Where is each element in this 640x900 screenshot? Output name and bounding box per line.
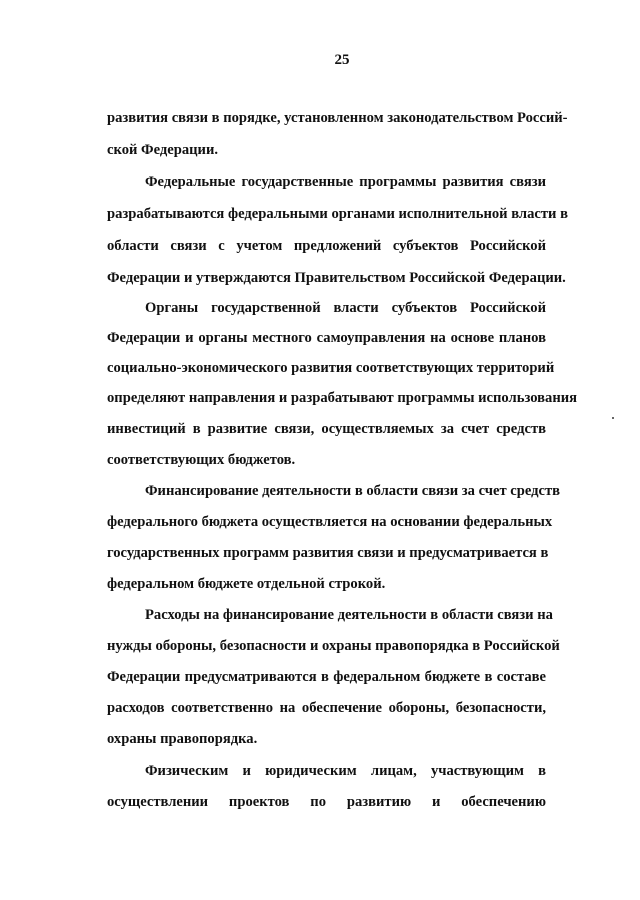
paragraph-4-line-1: Финансирование деятельности в области связи за счет средств	[145, 483, 561, 499]
paragraph-5-line-3: Федерации предусматриваются в федеральном бюджете в составе	[107, 669, 546, 685]
scan-speck	[612, 417, 614, 419]
paragraph-3-line-5: инвестиций в развитие связи, осуществляемых за счет средств	[107, 421, 546, 437]
paragraph-2-line-4: Федерации и утверждаются Правительством Российской Федерации.	[107, 270, 566, 286]
paragraph-3-line-2: Федерации и органы местного самоуправления на основе планов	[107, 330, 546, 346]
paragraph-2-line-1: Федеральные государственные программы развития связи	[145, 174, 546, 190]
paragraph-2-line-3: области связи с учетом предложений субъектов Российской	[107, 238, 546, 254]
paragraph-3-line-4: определяют направления и разрабатывают программы использования	[107, 390, 578, 406]
page-number: 25	[334, 52, 350, 68]
paragraph-4-line-2: федерального бюджета осуществляется на основании федеральных	[107, 514, 553, 530]
paragraph-3-line-3: социально-экономического развития соответствующих территорий	[107, 360, 555, 376]
paragraph-5-line-1: Расходы на финансирование деятельности в области связи на	[145, 607, 553, 623]
paragraph-4-line-3: государственных программ развития связи и предусматривается в	[107, 545, 549, 561]
paragraph-5-line-4: расходов соответственно на обеспечение обороны, безопасности,	[107, 700, 546, 716]
paragraph-3-line-6: соответствующих бюджетов.	[107, 452, 296, 468]
paragraph-1-line-2: ской Федерации.	[107, 142, 219, 158]
paragraph-5-line-5: охраны правопорядка.	[107, 731, 258, 747]
paragraph-4-line-4: федеральном бюджете отдельной строкой.	[107, 576, 386, 592]
paragraph-3-line-1: Органы государственной власти субъектов Российской	[145, 300, 546, 316]
paragraph-1-line-1: развития связи в порядке, установленном законодательством Россий-	[107, 110, 568, 126]
paragraph-6-line-1: Физическим и юридическим лицам, участвующим в	[145, 763, 546, 779]
paragraph-5-line-2: нужды обороны, безопасности и охраны правопорядка в Российской	[107, 638, 560, 654]
paragraph-2-line-2: разрабатываются федеральными органами исполнительной власти в	[107, 206, 568, 222]
paragraph-6-line-2: осуществлении проектов по развитию и обеспечению	[107, 794, 546, 810]
